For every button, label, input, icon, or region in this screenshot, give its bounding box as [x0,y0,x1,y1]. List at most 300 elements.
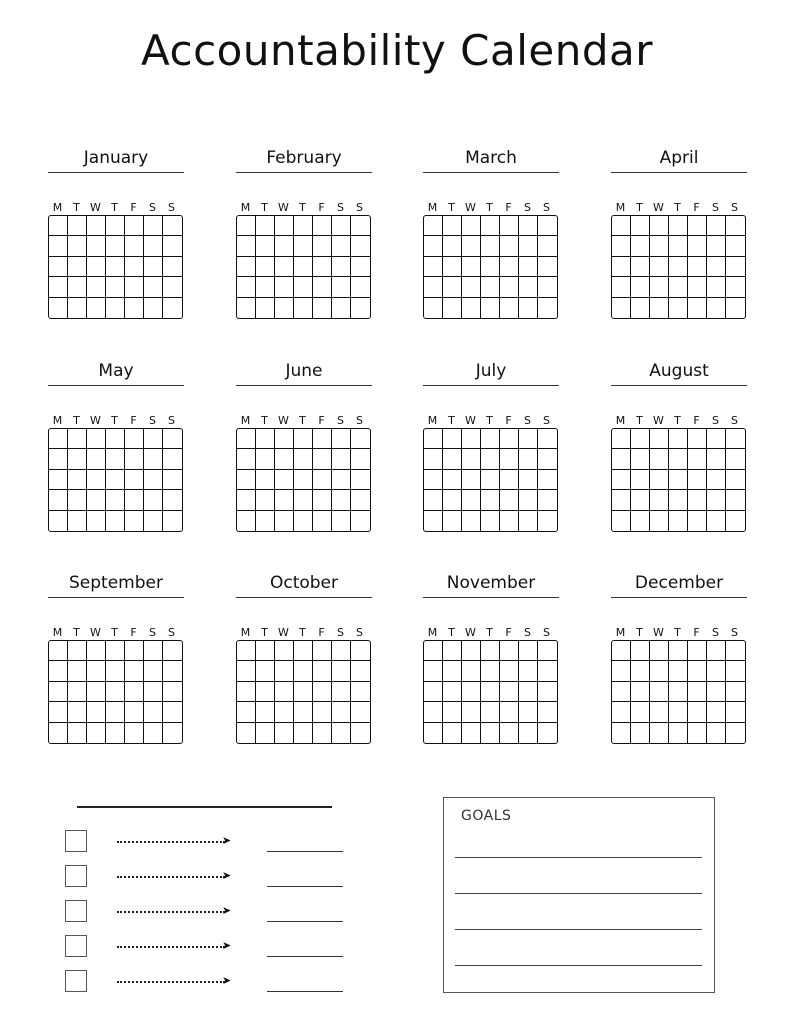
day-cell[interactable] [707,277,726,297]
day-cell[interactable] [538,723,557,743]
day-cell[interactable] [68,449,87,469]
day-cell[interactable] [125,216,144,236]
day-cell[interactable] [631,298,650,318]
day-cell[interactable] [424,236,443,256]
day-cell[interactable] [612,277,631,297]
day-cell[interactable] [688,236,707,256]
day-cell[interactable] [707,682,726,702]
day-cell[interactable] [237,511,256,531]
day-cell[interactable] [631,236,650,256]
day-cell[interactable] [125,298,144,318]
day-cell[interactable] [688,298,707,318]
day-cell[interactable] [313,702,332,722]
day-cell[interactable] [294,490,313,510]
day-cell[interactable] [707,449,726,469]
day-cell[interactable] [538,470,557,490]
day-cell[interactable] [237,449,256,469]
day-cell[interactable] [275,298,294,318]
day-cell[interactable] [144,429,163,449]
goal-line[interactable] [455,929,702,930]
day-cell[interactable] [68,511,87,531]
day-cell[interactable] [237,661,256,681]
day-cell[interactable] [87,490,106,510]
day-cell[interactable] [481,723,500,743]
day-cell[interactable] [612,723,631,743]
day-cell[interactable] [707,723,726,743]
day-cell[interactable] [443,470,462,490]
day-cell[interactable] [726,661,745,681]
day-cell[interactable] [106,429,125,449]
day-cell[interactable] [144,682,163,702]
day-cell[interactable] [68,702,87,722]
day-cell[interactable] [519,257,538,277]
day-cell[interactable] [237,298,256,318]
day-cell[interactable] [462,641,481,661]
day-cell[interactable] [351,682,370,702]
day-cell[interactable] [237,216,256,236]
day-cell[interactable] [500,661,519,681]
day-cell[interactable] [256,511,275,531]
day-cell[interactable] [49,257,68,277]
day-cell[interactable] [313,236,332,256]
day-cell[interactable] [500,723,519,743]
day-cell[interactable] [275,661,294,681]
day-cell[interactable] [443,490,462,510]
day-cell[interactable] [424,470,443,490]
day-cell[interactable] [650,277,669,297]
day-cell[interactable] [462,236,481,256]
day-cell[interactable] [294,641,313,661]
day-cell[interactable] [519,216,538,236]
day-cell[interactable] [688,723,707,743]
day-cell[interactable] [500,298,519,318]
day-cell[interactable] [538,490,557,510]
day-cell[interactable] [462,449,481,469]
day-cell[interactable] [294,277,313,297]
day-cell[interactable] [424,216,443,236]
day-cell[interactable] [424,511,443,531]
day-cell[interactable] [538,429,557,449]
day-cell[interactable] [424,449,443,469]
day-cell[interactable] [500,511,519,531]
day-cell[interactable] [424,702,443,722]
day-cell[interactable] [631,511,650,531]
day-cell[interactable] [106,490,125,510]
day-cell[interactable] [275,682,294,702]
day-cell[interactable] [726,216,745,236]
day-cell[interactable] [294,429,313,449]
day-cell[interactable] [650,257,669,277]
day-cell[interactable] [612,641,631,661]
day-cell[interactable] [707,702,726,722]
day-cell[interactable] [519,723,538,743]
day-cell[interactable] [106,449,125,469]
day-cell[interactable] [462,277,481,297]
day-cell[interactable] [669,257,688,277]
day-cell[interactable] [669,702,688,722]
day-cell[interactable] [332,429,351,449]
day-cell[interactable] [481,661,500,681]
day-cell[interactable] [481,277,500,297]
day-cell[interactable] [163,277,182,297]
day-cell[interactable] [68,490,87,510]
day-cell[interactable] [125,449,144,469]
goal-line[interactable] [455,857,702,858]
day-cell[interactable] [49,702,68,722]
day-cell[interactable] [650,236,669,256]
day-cell[interactable] [631,682,650,702]
day-cell[interactable] [688,216,707,236]
day-cell[interactable] [424,641,443,661]
day-cell[interactable] [481,236,500,256]
day-cell[interactable] [332,298,351,318]
day-cell[interactable] [481,449,500,469]
day-cell[interactable] [650,429,669,449]
day-cell[interactable] [500,449,519,469]
day-cell[interactable] [519,449,538,469]
day-cell[interactable] [650,682,669,702]
day-cell[interactable] [144,702,163,722]
day-cell[interactable] [726,429,745,449]
day-cell[interactable] [313,429,332,449]
day-cell[interactable] [688,641,707,661]
day-cell[interactable] [631,216,650,236]
day-cell[interactable] [631,490,650,510]
day-cell[interactable] [237,277,256,297]
day-cell[interactable] [707,298,726,318]
checkbox[interactable] [65,830,87,852]
day-cell[interactable] [707,429,726,449]
day-cell[interactable] [612,490,631,510]
day-cell[interactable] [294,661,313,681]
day-cell[interactable] [424,682,443,702]
goal-line[interactable] [455,965,702,966]
day-cell[interactable] [500,641,519,661]
day-cell[interactable] [106,641,125,661]
day-cell[interactable] [237,490,256,510]
day-cell[interactable] [106,277,125,297]
day-cell[interactable] [68,216,87,236]
day-cell[interactable] [650,723,669,743]
day-cell[interactable] [49,298,68,318]
day-cell[interactable] [707,661,726,681]
day-cell[interactable] [332,277,351,297]
day-cell[interactable] [144,723,163,743]
day-cell[interactable] [424,277,443,297]
day-cell[interactable] [707,236,726,256]
day-cell[interactable] [125,257,144,277]
day-cell[interactable] [519,702,538,722]
day-cell[interactable] [49,641,68,661]
day-cell[interactable] [144,236,163,256]
day-cell[interactable] [424,661,443,681]
day-cell[interactable] [688,429,707,449]
day-cell[interactable] [631,429,650,449]
day-cell[interactable] [49,429,68,449]
day-cell[interactable] [87,277,106,297]
day-cell[interactable] [631,257,650,277]
day-cell[interactable] [163,236,182,256]
day-cell[interactable] [726,257,745,277]
day-cell[interactable] [443,702,462,722]
day-cell[interactable] [538,236,557,256]
day-cell[interactable] [424,723,443,743]
day-cell[interactable] [707,216,726,236]
day-cell[interactable] [707,511,726,531]
day-cell[interactable] [688,449,707,469]
day-cell[interactable] [462,216,481,236]
day-cell[interactable] [500,702,519,722]
day-cell[interactable] [106,511,125,531]
day-cell[interactable] [519,511,538,531]
day-cell[interactable] [612,298,631,318]
day-cell[interactable] [538,216,557,236]
day-cell[interactable] [237,236,256,256]
day-cell[interactable] [332,490,351,510]
day-cell[interactable] [125,490,144,510]
day-cell[interactable] [462,682,481,702]
day-cell[interactable] [256,490,275,510]
day-cell[interactable] [125,723,144,743]
day-cell[interactable] [650,511,669,531]
day-cell[interactable] [707,490,726,510]
day-cell[interactable] [443,723,462,743]
day-cell[interactable] [163,429,182,449]
day-cell[interactable] [87,257,106,277]
day-cell[interactable] [125,511,144,531]
day-cell[interactable] [726,470,745,490]
day-cell[interactable] [332,702,351,722]
day-cell[interactable] [707,257,726,277]
day-cell[interactable] [237,641,256,661]
day-cell[interactable] [481,257,500,277]
day-cell[interactable] [106,661,125,681]
day-cell[interactable] [275,449,294,469]
day-cell[interactable] [443,216,462,236]
day-cell[interactable] [612,702,631,722]
day-cell[interactable] [500,490,519,510]
day-cell[interactable] [87,702,106,722]
day-cell[interactable] [332,511,351,531]
day-cell[interactable] [462,490,481,510]
day-cell[interactable] [462,298,481,318]
day-cell[interactable] [351,236,370,256]
day-cell[interactable] [631,449,650,469]
day-cell[interactable] [612,449,631,469]
day-cell[interactable] [68,682,87,702]
day-cell[interactable] [256,661,275,681]
day-cell[interactable] [500,216,519,236]
day-cell[interactable] [500,429,519,449]
goal-line[interactable] [455,893,702,894]
day-cell[interactable] [87,449,106,469]
day-cell[interactable] [481,429,500,449]
day-cell[interactable] [68,277,87,297]
day-cell[interactable] [351,298,370,318]
day-cell[interactable] [125,470,144,490]
day-cell[interactable] [294,723,313,743]
day-cell[interactable] [49,682,68,702]
day-cell[interactable] [443,236,462,256]
day-cell[interactable] [481,702,500,722]
day-cell[interactable] [519,661,538,681]
day-cell[interactable] [294,257,313,277]
day-cell[interactable] [144,511,163,531]
day-cell[interactable] [106,257,125,277]
day-cell[interactable] [313,723,332,743]
day-cell[interactable] [125,702,144,722]
day-cell[interactable] [669,470,688,490]
day-cell[interactable] [68,641,87,661]
day-cell[interactable] [163,470,182,490]
day-cell[interactable] [726,641,745,661]
day-cell[interactable] [688,702,707,722]
day-cell[interactable] [49,661,68,681]
day-cell[interactable] [631,702,650,722]
day-cell[interactable] [313,682,332,702]
day-cell[interactable] [49,490,68,510]
day-cell[interactable] [256,277,275,297]
day-cell[interactable] [481,216,500,236]
day-cell[interactable] [612,236,631,256]
day-cell[interactable] [443,661,462,681]
day-cell[interactable] [275,702,294,722]
day-cell[interactable] [538,702,557,722]
day-cell[interactable] [256,723,275,743]
day-cell[interactable] [87,723,106,743]
day-cell[interactable] [443,682,462,702]
day-cell[interactable] [443,277,462,297]
day-cell[interactable] [144,470,163,490]
day-cell[interactable] [424,298,443,318]
day-cell[interactable] [538,661,557,681]
day-cell[interactable] [726,511,745,531]
day-cell[interactable] [313,298,332,318]
day-cell[interactable] [351,723,370,743]
day-cell[interactable] [87,470,106,490]
checkbox[interactable] [65,970,87,992]
day-cell[interactable] [106,298,125,318]
day-cell[interactable] [144,490,163,510]
day-cell[interactable] [462,661,481,681]
day-cell[interactable] [332,216,351,236]
day-cell[interactable] [707,641,726,661]
checkbox[interactable] [65,865,87,887]
day-cell[interactable] [612,216,631,236]
day-cell[interactable] [519,641,538,661]
day-cell[interactable] [481,470,500,490]
day-cell[interactable] [87,216,106,236]
day-cell[interactable] [612,661,631,681]
day-cell[interactable] [49,236,68,256]
day-cell[interactable] [294,702,313,722]
day-cell[interactable] [688,257,707,277]
day-cell[interactable] [481,511,500,531]
day-cell[interactable] [612,682,631,702]
day-cell[interactable] [313,470,332,490]
day-cell[interactable] [500,257,519,277]
day-cell[interactable] [237,723,256,743]
day-cell[interactable] [424,257,443,277]
day-cell[interactable] [313,511,332,531]
day-cell[interactable] [688,277,707,297]
day-cell[interactable] [650,641,669,661]
day-cell[interactable] [688,511,707,531]
day-cell[interactable] [519,490,538,510]
day-cell[interactable] [125,236,144,256]
day-cell[interactable] [500,277,519,297]
day-cell[interactable] [424,429,443,449]
day-cell[interactable] [726,449,745,469]
day-cell[interactable] [669,511,688,531]
day-cell[interactable] [351,511,370,531]
day-cell[interactable] [163,511,182,531]
day-cell[interactable] [49,511,68,531]
day-cell[interactable] [500,470,519,490]
day-cell[interactable] [332,257,351,277]
day-cell[interactable] [669,682,688,702]
day-cell[interactable] [163,661,182,681]
day-cell[interactable] [125,277,144,297]
day-cell[interactable] [87,641,106,661]
day-cell[interactable] [726,723,745,743]
day-cell[interactable] [68,661,87,681]
day-cell[interactable] [237,429,256,449]
day-cell[interactable] [163,682,182,702]
write-in-line[interactable] [267,956,343,957]
day-cell[interactable] [87,298,106,318]
day-cell[interactable] [669,429,688,449]
day-cell[interactable] [275,236,294,256]
day-cell[interactable] [68,723,87,743]
day-cell[interactable] [294,449,313,469]
day-cell[interactable] [688,661,707,681]
write-in-line[interactable] [267,851,343,852]
day-cell[interactable] [462,429,481,449]
day-cell[interactable] [106,216,125,236]
day-cell[interactable] [669,641,688,661]
day-cell[interactable] [106,682,125,702]
write-in-line[interactable] [267,921,343,922]
day-cell[interactable] [669,661,688,681]
day-cell[interactable] [87,682,106,702]
day-cell[interactable] [49,277,68,297]
day-cell[interactable] [332,723,351,743]
day-cell[interactable] [256,449,275,469]
day-cell[interactable] [519,298,538,318]
day-cell[interactable] [237,470,256,490]
day-cell[interactable] [313,257,332,277]
day-cell[interactable] [538,511,557,531]
day-cell[interactable] [313,216,332,236]
day-cell[interactable] [500,236,519,256]
day-cell[interactable] [144,449,163,469]
day-cell[interactable] [163,723,182,743]
day-cell[interactable] [332,449,351,469]
day-cell[interactable] [481,298,500,318]
day-cell[interactable] [519,429,538,449]
day-cell[interactable] [49,723,68,743]
day-cell[interactable] [351,702,370,722]
day-cell[interactable] [688,682,707,702]
day-cell[interactable] [313,449,332,469]
day-cell[interactable] [669,490,688,510]
write-in-line[interactable] [267,886,343,887]
day-cell[interactable] [519,470,538,490]
day-cell[interactable] [256,298,275,318]
day-cell[interactable] [351,257,370,277]
day-cell[interactable] [256,257,275,277]
